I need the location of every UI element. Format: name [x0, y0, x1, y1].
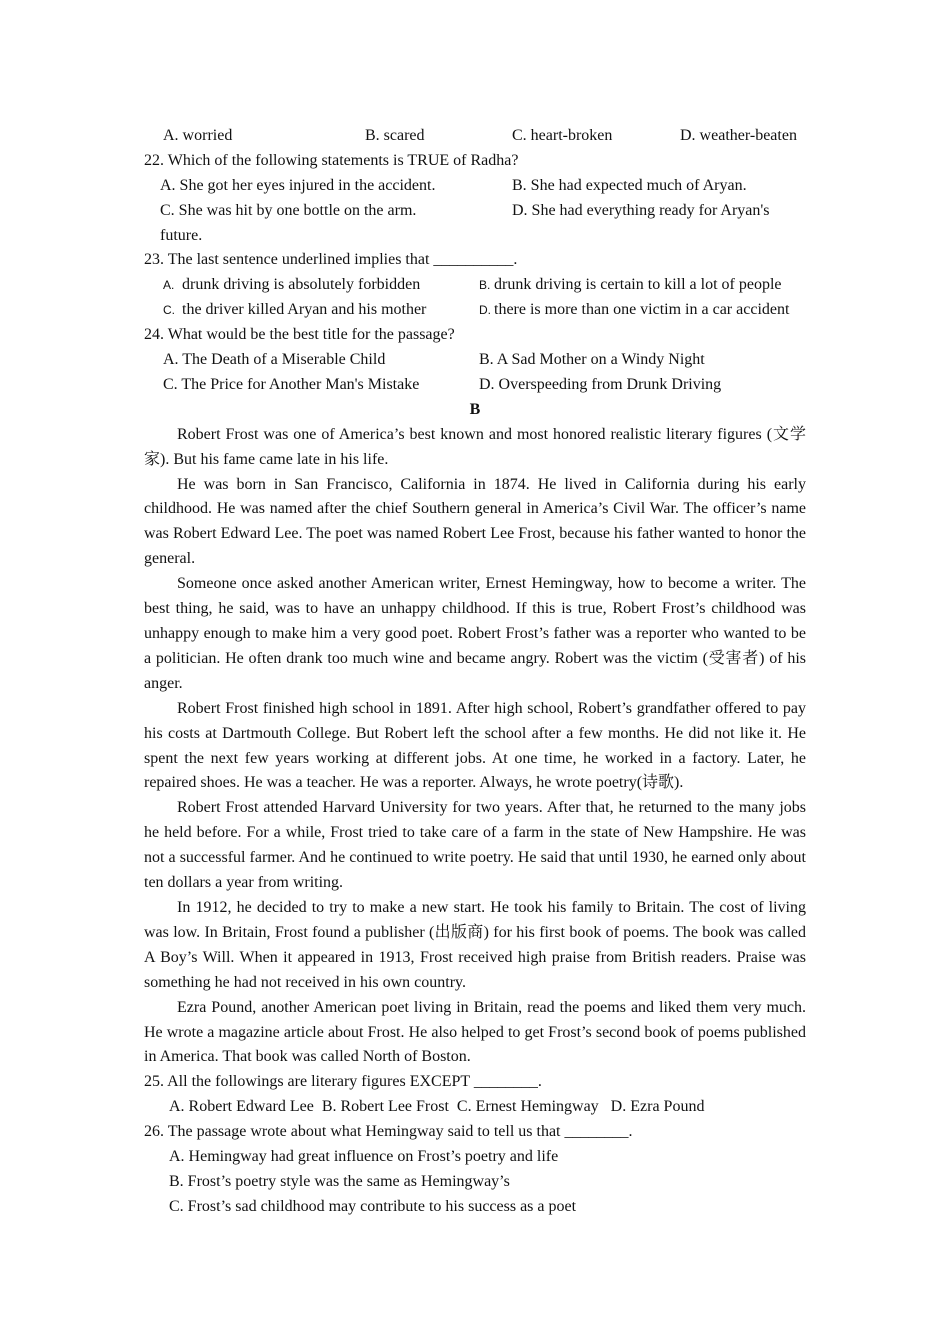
passage-paragraph-1: Robert Frost was one of America’s best known and most honored realistic literary figures (文学家). But his fame came late in his life.: [144, 425, 806, 468]
q21-options: [144, 124, 806, 149]
q25-stem: 25. All the followings are literary figures EXCEPT ________.: [144, 1073, 542, 1091]
q21-option-c: C. heart-broken: [512, 127, 613, 144]
passage-paragraph-2: He was born in San Francisco, California in 1874. He lived in California during his early childhood. He was named after the chief Southern general in America’s Civil War. The officer’s name was Robert Edward Lee. The poet was named Robert Lee Frost, because his father wanted to honor the general.: [144, 475, 806, 568]
section-b-heading: B: [469, 400, 481, 418]
q26-option-c: C. Frost’s sad childhood may contribute to his success as a poet: [169, 1197, 577, 1215]
q26-option-b: B. Frost’s poetry style was the same as Hemingway’s: [169, 1172, 510, 1190]
q26-stem: 26. The passage wrote about what Hemingway said to tell us that ________.: [144, 1123, 633, 1141]
passage-paragraph-6: In 1912, he decided to try to make a new start. He took his family to Britain. The cost of living was low. In Britain, Frost found a publisher (出版商) for his first book of poems. The book was called A Boy’s Will. When it appeared in 1913, Frost received high praise from British readers. Praise was something he had not received in his own country.: [144, 898, 806, 991]
q23-stem: 23. The last sentence underlined implies that __________.: [144, 251, 518, 269]
q22-option-a: A. She got her eyes injured in the accident.: [160, 176, 436, 194]
q23-option-b-letter: B.: [479, 278, 491, 293]
q22-stem: 22. Which of the following statements is TRUE of Radha?: [144, 151, 519, 169]
q24-option-b: B. A Sad Mother on a Windy Night: [479, 351, 705, 369]
q26-option-a: A. Hemingway had great influence on Frost’s poetry and life: [169, 1148, 559, 1166]
q24-option-c: C. The Price for Another Man's Mistake: [163, 375, 420, 393]
q22-option-d: D. She had everything ready for Aryan's: [512, 201, 770, 219]
q24-option-a: A. The Death of a Miserable Child: [163, 351, 386, 369]
q22-option-c: C. She was hit by one bottle on the arm.: [160, 201, 417, 219]
q23-option-a-letter: A.: [163, 278, 175, 293]
q22-options-row1: [144, 174, 806, 199]
q23-options-row2: [144, 298, 806, 323]
q23-option-d-letter: D.: [479, 303, 491, 318]
q22-options-row2: [144, 199, 806, 224]
passage-paragraph-5: Robert Frost attended Harvard University for two years. After that, he returned to the many jobs he held before. For a while, Frost tried to take care of a farm in the state of New Hampshire. He was not a successful farmer. And he continued to write poetry. He said that until 1930, he earned only about ten dollars a year from writing.: [144, 799, 806, 892]
q23-option-a-text: drunk driving is absolutely forbidden: [182, 276, 421, 294]
q21-option-a: A. worried: [163, 127, 233, 144]
exam-page: [144, 124, 806, 1220]
q21-option-d: D. weather-beaten: [680, 127, 797, 144]
q23-option-d-text: there is more than one victim in a car accident: [494, 301, 790, 319]
passage-paragraph-4: Robert Frost finished high school in 1891. After high school, Robert’s grandfather offered to pay his costs at Dartmouth College. But Robert left the school after a few months. He did not like it. He spent the next few years working at different jobs. At one time, he worked in a factory. Later, he repaired shoes. He was a teacher. He was a reporter. Always, he wrote poetry(诗歌).: [144, 699, 806, 792]
q23-option-b-text: drunk driving is certain to kill a lot of people: [494, 276, 782, 294]
q23-option-c-text: the driver killed Aryan and his mother: [182, 301, 427, 319]
q25-options: A. Robert Edward Lee B. Robert Lee Frost C. Ernest Hemingway D. Ezra Pound: [169, 1098, 705, 1116]
passage-paragraph-3: Someone once asked another American writer, Ernest Hemingway, how to become a writer. The best thing, he said, was to have an unhappy childhood. If this is true, Robert Frost’s childhood was unhappy enough to make him a very good poet. Robert Frost’s father was a reporter who wanted to be a politician. He often drank too much wine and became angry. Robert was the victim (受害者) of his anger.: [144, 575, 806, 692]
q24-stem: 24. What would be the best title for the passage?: [144, 326, 455, 344]
q24-options-row1: [144, 348, 806, 373]
q23-option-c-letter: C.: [163, 303, 175, 318]
q24-option-d: D. Overspeeding from Drunk Driving: [479, 375, 722, 393]
q21-option-b: B. scared: [365, 127, 425, 144]
q23-options-row1: [144, 273, 806, 298]
passage-paragraph-7: Ezra Pound, another American poet living in Britain, read the poems and liked them very much. He wrote a magazine article about Frost. He also helped to get Frost’s second book of poems published in America. That book was called North of Boston.: [144, 998, 806, 1066]
q22-option-d-cont: future.: [160, 226, 203, 244]
q22-option-b: B. She had expected much of Aryan.: [512, 176, 747, 194]
q24-options-row2: [144, 373, 806, 398]
